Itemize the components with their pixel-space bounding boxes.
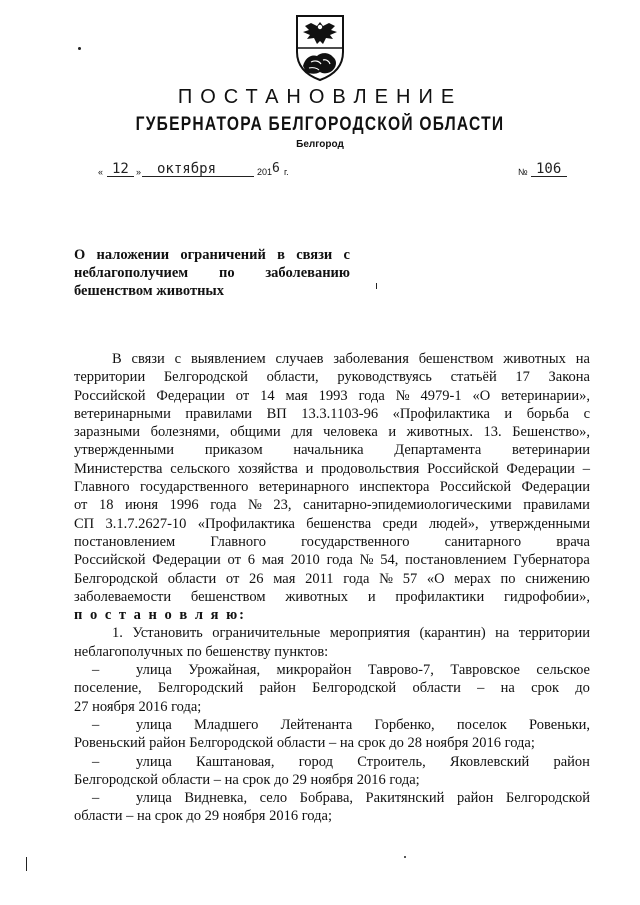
text-line — [74, 441, 590, 459]
text-line — [74, 460, 590, 478]
word: Урожайная, — [188, 662, 261, 679]
word: Белгородской — [74, 570, 159, 587]
word: район — [259, 680, 296, 697]
text-line — [74, 496, 590, 514]
text-line — [74, 698, 590, 716]
date-open-quote: « — [98, 167, 104, 177]
scan-speck — [78, 47, 81, 50]
text-line — [74, 350, 590, 368]
resolve-line — [74, 606, 590, 624]
word: инспектора — [359, 479, 430, 496]
word: в — [277, 247, 285, 263]
word: года — [343, 570, 370, 587]
word: года — [210, 497, 237, 514]
word: 6 — [247, 552, 255, 569]
text-line — [74, 570, 590, 588]
issuer-title: ГУБЕРНАТОРА БЕЛГОРОДСКОЙ ОБЛАСТИ — [135, 114, 505, 135]
date-year-suffix: 6 — [272, 161, 280, 176]
word: от — [74, 497, 88, 514]
word: заболеваемости — [74, 588, 172, 605]
subject-line: бешенством животных — [74, 283, 224, 299]
resolve-word: п о с т а н о в л я ю: — [74, 607, 246, 624]
text-line — [74, 624, 590, 642]
bullet-first-line — [74, 789, 590, 807]
number-label: № — [518, 167, 528, 177]
word: утвержденными — [74, 442, 175, 459]
word: Бешенство», — [512, 424, 590, 441]
word: на — [495, 625, 510, 642]
word: и — [305, 460, 314, 477]
word: территории — [74, 369, 146, 386]
word: Каштановая, — [196, 753, 275, 770]
document-number: 106 — [536, 161, 562, 177]
word: Российской — [74, 387, 146, 404]
word: связи — [131, 351, 165, 367]
word: по — [218, 265, 235, 281]
word: срок — [531, 680, 560, 697]
bullet-words — [136, 661, 590, 679]
word: «О — [426, 570, 445, 587]
word: бешенством — [418, 351, 494, 367]
word: 18 — [98, 497, 114, 514]
word: животных — [503, 351, 566, 367]
bullet-first-line — [74, 716, 590, 734]
word: и — [388, 424, 397, 441]
word: санитарного — [444, 533, 522, 550]
word: года — [326, 552, 353, 569]
word: от — [225, 570, 240, 587]
word: – — [582, 460, 590, 477]
day-underline — [107, 176, 134, 177]
date-month: октября — [157, 161, 217, 177]
word: Тавровское — [450, 662, 520, 679]
bullet-list — [74, 661, 590, 826]
word: на — [575, 351, 590, 367]
bullet-words — [136, 789, 590, 807]
subject-line — [74, 264, 350, 282]
date-close-quote: » — [136, 167, 142, 177]
word: 13.3.1103-96 — [301, 405, 379, 422]
word: Яковлевский — [449, 753, 530, 770]
word: наложении — [96, 247, 170, 263]
subject-line — [74, 246, 350, 264]
text-line — [74, 588, 590, 606]
word: О — [74, 247, 86, 263]
word: с — [583, 405, 590, 422]
word: 2010 — [290, 552, 320, 569]
preamble-paragraph — [74, 350, 590, 606]
word: улица — [136, 716, 172, 733]
word: профилактики — [395, 588, 485, 605]
word: ограничительные — [212, 625, 321, 642]
text-line — [74, 771, 590, 789]
city-label: Белгород — [296, 139, 344, 150]
word: человека — [323, 424, 378, 441]
word: сельское — [536, 662, 590, 679]
word: государственного — [139, 479, 249, 496]
word: Федерации — [152, 552, 221, 569]
word: статьёй — [450, 369, 497, 386]
word: области, — [266, 369, 319, 386]
bullet-first-line — [74, 661, 590, 679]
text-line — [74, 515, 590, 533]
word: Российской — [439, 479, 512, 496]
word: хозяйства — [237, 460, 298, 477]
text-line — [74, 368, 590, 386]
word: гидрофобии», — [503, 588, 590, 605]
word: Министерства — [74, 460, 163, 477]
word: 17 — [515, 369, 530, 386]
word: мая — [273, 570, 296, 587]
word: 57 — [402, 570, 418, 587]
word: 26 — [249, 570, 264, 587]
word: Установить — [132, 625, 203, 642]
line-text: Ровеньский район Белгородской области – на срок до 28 ноября 2016 года; — [74, 735, 535, 752]
word: № — [359, 552, 374, 569]
word: неблагополучием — [74, 265, 189, 281]
text-line — [74, 807, 590, 825]
word: 3.1.7.2627-10 — [105, 515, 187, 532]
word: животных — [285, 588, 349, 605]
word: постановлением — [74, 533, 176, 550]
word: правилами — [523, 497, 590, 514]
word: улица — [136, 662, 172, 679]
word: от — [235, 387, 250, 404]
word: ветеринарного — [258, 479, 349, 496]
document-type-title: ПОСТАНОВЛЕНИЕ — [177, 86, 463, 108]
number-underline — [531, 176, 567, 177]
word: от — [227, 552, 241, 569]
word: области — [167, 570, 217, 587]
word: ветеринарии — [512, 442, 590, 459]
word: ограничений — [180, 247, 266, 263]
word: № — [247, 497, 262, 514]
word: № — [379, 570, 393, 587]
word: государственного — [301, 533, 410, 550]
word: заразными — [74, 424, 141, 441]
line-text: области – на срок до 29 ноября 2016 года; — [74, 808, 332, 825]
date-number-line — [98, 162, 568, 182]
line-text: Белгородской области – на срок до 29 ноября 2016 года; — [74, 771, 420, 788]
word: Строитель, — [357, 753, 426, 770]
word: правилами — [185, 405, 253, 422]
word: заболевания — [333, 351, 409, 367]
word: 1. — [112, 625, 123, 642]
word: село — [259, 790, 288, 807]
word: территории — [518, 625, 590, 642]
text-line — [74, 387, 590, 405]
dash-marker: – — [92, 790, 100, 807]
word: бешенством — [190, 588, 266, 605]
subject-heading — [74, 246, 350, 300]
word: ветеринарии», — [501, 387, 590, 404]
word: Таврово-7, — [367, 662, 434, 679]
word: Главного — [210, 533, 266, 550]
word: для — [291, 424, 313, 441]
word: руководствуясь — [337, 369, 432, 386]
word: мая — [285, 387, 308, 404]
word: и — [367, 588, 376, 605]
word: город — [298, 753, 333, 770]
word: Губернатора — [513, 552, 590, 569]
word: 13. — [483, 424, 502, 441]
word: заболеванию — [265, 265, 350, 281]
word: болезнями, — [150, 424, 220, 441]
bullet-first-line — [74, 753, 590, 771]
word: (карантин) — [419, 625, 486, 642]
text-line — [74, 478, 590, 496]
word: Ракитянский — [365, 790, 445, 807]
word: мая — [261, 552, 284, 569]
word: «О — [472, 387, 491, 404]
word: утвержденными — [489, 515, 590, 532]
word: Федерации — [156, 387, 225, 404]
word: с — [174, 351, 182, 367]
word: начальника — [293, 442, 364, 459]
month-underline — [142, 176, 254, 177]
word: постановлением — [405, 552, 507, 569]
line-text: 27 ноября 2016 года; — [74, 698, 202, 715]
word: Младшего — [194, 716, 259, 733]
dash-marker: – — [92, 753, 100, 770]
word: мерах — [454, 570, 491, 587]
word: 4979-1 — [420, 387, 462, 404]
word: 2011 — [305, 570, 334, 587]
word: июня — [125, 497, 159, 514]
word: № — [395, 387, 410, 404]
word: выявлением — [190, 351, 266, 367]
word: Федерации — [521, 479, 590, 496]
word: район — [553, 753, 590, 770]
word: район — [456, 790, 494, 807]
bullet-words — [136, 716, 590, 734]
word: микрорайон — [276, 662, 352, 679]
word: поселение, — [74, 680, 142, 697]
word: 1993 — [318, 387, 348, 404]
word: 23, — [273, 497, 292, 514]
word: животных. — [406, 424, 473, 441]
text-line — [74, 533, 590, 551]
dash-marker: – — [92, 716, 100, 733]
document-body — [74, 350, 590, 826]
date-day: 12 — [112, 161, 129, 177]
word: врача — [556, 533, 590, 550]
word: Департамента — [394, 442, 482, 459]
word: по — [500, 570, 516, 587]
word: продовольствия — [321, 460, 420, 477]
word: на — [500, 680, 515, 697]
text-line — [74, 679, 590, 697]
word: СП — [74, 515, 95, 532]
word: Видневка, — [184, 790, 248, 807]
scan-speck — [404, 856, 406, 858]
word: приказом — [204, 442, 263, 459]
word: поселок — [456, 716, 507, 733]
word: ВП — [266, 405, 287, 422]
word: Российской — [427, 460, 499, 477]
word: снижению — [525, 570, 590, 587]
word: «Профилактика — [197, 515, 295, 532]
text-line — [74, 643, 590, 661]
word: общими — [230, 424, 281, 441]
word: Российской — [74, 552, 146, 569]
word: и — [504, 405, 513, 422]
word: санитарно-эпидемиологическими — [303, 497, 512, 514]
word: Ровеньки, — [529, 716, 590, 733]
word: Бобрава, — [299, 790, 354, 807]
word: Белгородской — [312, 680, 397, 697]
word: – — [477, 680, 485, 697]
text-line — [74, 405, 590, 423]
coat-of-arms-emblem — [293, 14, 347, 82]
bullet-words — [136, 753, 590, 771]
word: Горбенко, — [374, 716, 435, 733]
text-line — [74, 423, 590, 441]
word: людей», — [428, 515, 479, 532]
word: 1996 — [169, 497, 199, 514]
word: до — [575, 680, 590, 697]
word: Белгородской — [505, 790, 590, 807]
word: Белгородской — [163, 369, 248, 386]
item-1-paragraph — [74, 624, 590, 661]
text-line — [74, 551, 590, 569]
word: случаев — [275, 351, 324, 367]
line-text: неблагополучных по бешенству пунктов: — [74, 643, 329, 660]
word: В — [112, 351, 122, 367]
date-year-prefix: 201 — [257, 167, 273, 177]
dash-marker: – — [92, 662, 100, 679]
word: с — [343, 247, 350, 263]
word: 14 — [260, 387, 275, 404]
word: «Профилактика — [392, 405, 490, 422]
word: Федерации — [506, 460, 575, 477]
word: среди — [382, 515, 418, 532]
date-year-abbr: г. — [284, 167, 289, 177]
scan-speck — [376, 283, 377, 289]
text-line — [74, 734, 590, 752]
word: сельского — [170, 460, 231, 477]
word: мероприятия — [329, 625, 411, 642]
word: бешенства — [306, 515, 372, 532]
word: года — [358, 387, 385, 404]
word: области — [412, 680, 461, 697]
word: Главного — [74, 479, 130, 496]
scan-speck — [26, 857, 27, 871]
word: Закона — [548, 369, 590, 386]
word: связи — [296, 247, 333, 263]
word: улица — [136, 790, 172, 807]
word: Белгородский — [157, 680, 244, 697]
word: 54, — [380, 552, 399, 569]
word: ветеринарными — [74, 405, 171, 422]
word: улица — [136, 753, 172, 770]
word: Лейтенанта — [280, 716, 353, 733]
word: борьба — [526, 405, 570, 422]
